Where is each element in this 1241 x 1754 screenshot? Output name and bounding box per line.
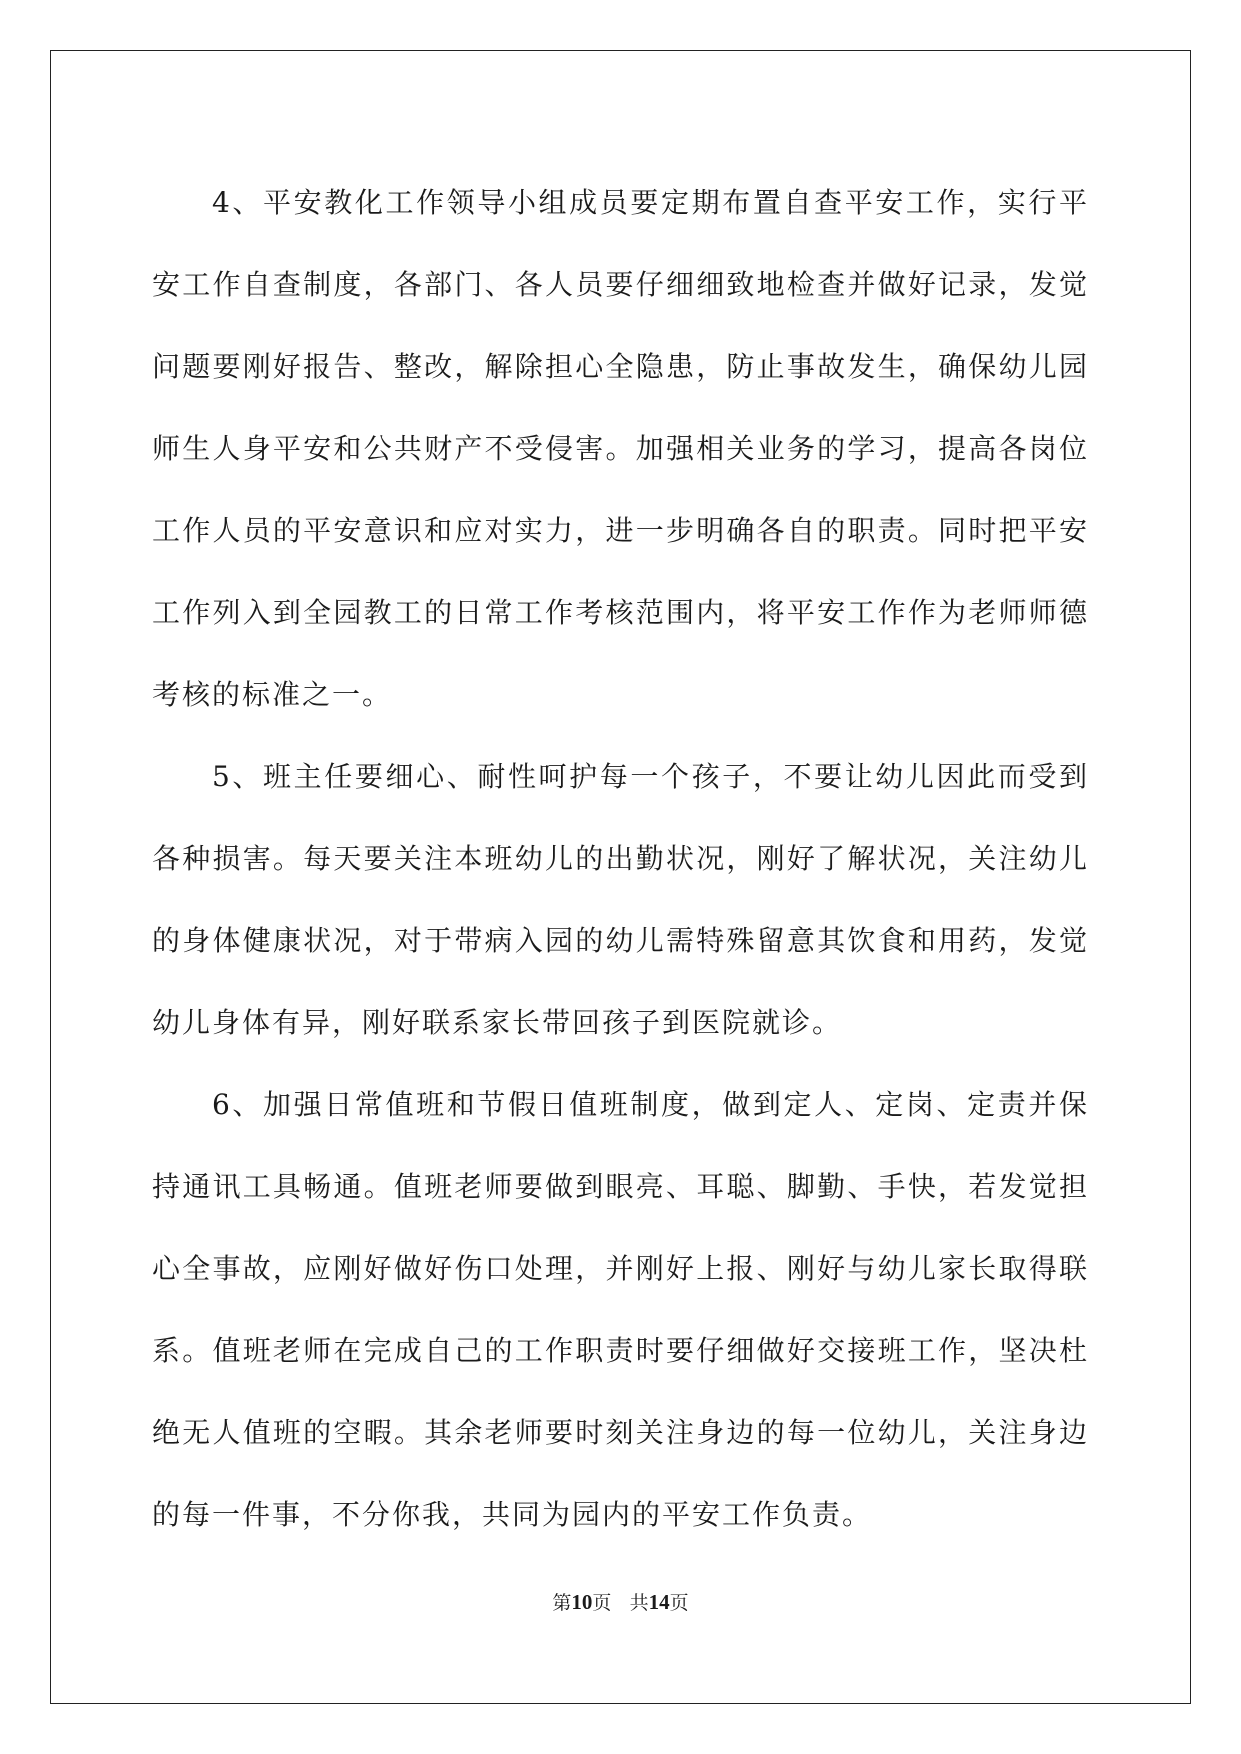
current-page-number: 10 bbox=[571, 1590, 593, 1614]
paragraph-6: 6、加强日常值班和节假日值班制度，做到定人、定岗、定责并保持通讯工具畅通。值班老师要做到眼亮、耳聪、脚勤、手快，若发觉担心全事故，应刚好做好伤口处理，并刚好上报、刚好与幼儿家长取得联系。值班老师在完成自己的工作职责时要仔细做好交接班工作，坚决杜绝无人值班的空暇。其余老师要时刻关注身边的每一位幼儿，关注身边的每一件事，不分你我，共同为园内的平安工作负责。 bbox=[152, 1088, 1089, 1531]
footer-prefix: 第 bbox=[552, 1592, 572, 1614]
footer-total-suffix: 页 bbox=[669, 1592, 689, 1614]
paragraph-5: 5、班主任要细心、耐性呵护每一个孩子，不要让幼儿因此而受到各种损害。每天要关注本班幼儿的出勤状况，刚好了解状况，关注幼儿的身体健康状况，对于带病入园的幼儿需特殊留意其饮食和用药，发觉幼儿身体有异，刚好联系家长带回孩子到医院就诊。 bbox=[152, 760, 1089, 1039]
footer-page-suffix: 页 bbox=[592, 1592, 612, 1614]
total-page-count: 14 bbox=[648, 1590, 670, 1614]
page-footer bbox=[0, 1588, 1241, 1615]
footer-total-prefix: 共 bbox=[629, 1592, 649, 1614]
paragraph-4: 4、平安教化工作领导小组成员要定期布置自查平安工作，实行平安工作自查制度，各部门、各人员要仔细细致地检查并做好记录，发觉问题要刚好报告、整改，解除担心全隐患，防止事故发生，确保幼儿园师生人身平安和公共财产不受侵害。加强相关业务的学习，提高各岗位工作人员的平安意识和应对实力，进一步明确各自的职责。同时把平安工作列入到全园教工的日常工作考核范围内，将平安工作作为老师师德考核的标准之一。 bbox=[152, 186, 1089, 711]
document-body bbox=[152, 162, 1089, 1556]
